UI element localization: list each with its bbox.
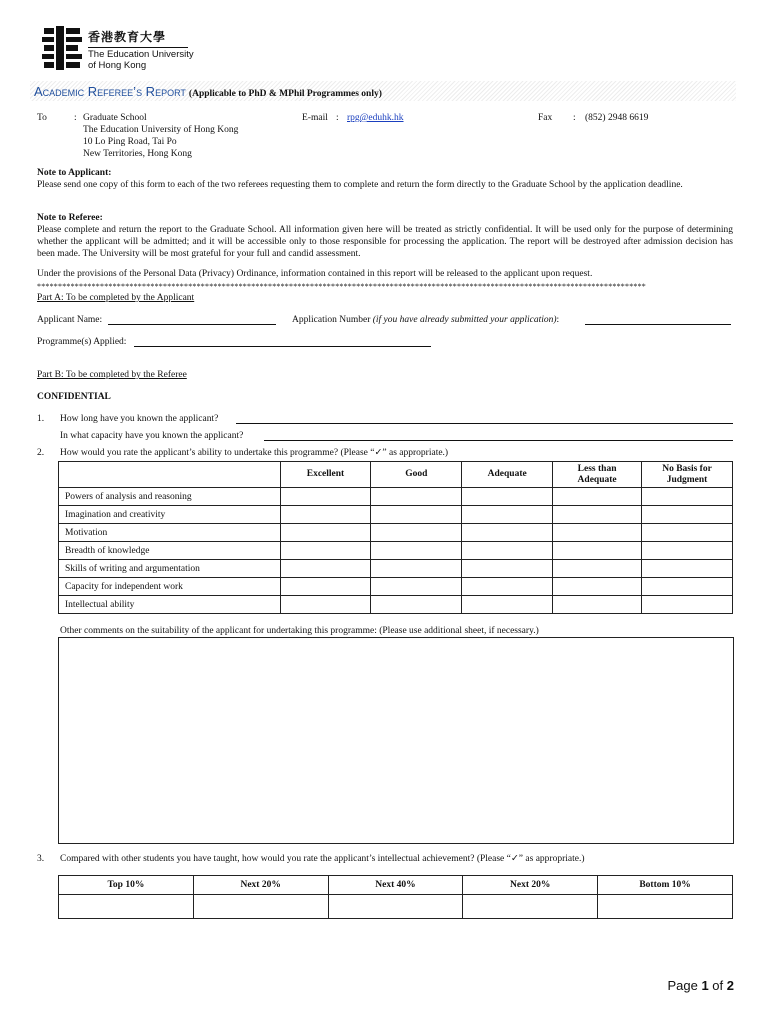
rating-checkbox-cell[interactable] bbox=[553, 524, 642, 542]
rating-checkbox-cell[interactable] bbox=[642, 524, 733, 542]
comments-label: Other comments on the suitability of the applicant for undertaking this programme: (Please use additional sheet, if necessary.) bbox=[60, 626, 539, 636]
to-label: To bbox=[37, 113, 47, 123]
rating-checkbox-cell[interactable] bbox=[642, 506, 733, 524]
part-a-heading: Part A: To be completed by the Applicant bbox=[37, 293, 195, 303]
fax-number: (852) 2948 6619 bbox=[585, 113, 649, 123]
rating-checkbox-cell[interactable] bbox=[280, 506, 371, 524]
to-address bbox=[83, 112, 238, 160]
q1-text: How long have you known the applicant? bbox=[60, 414, 219, 424]
applicant-name-label: Applicant Name: bbox=[37, 315, 103, 325]
address-line: The Education University of Hong Kong bbox=[83, 125, 239, 135]
address-line: New Territories, Hong Kong bbox=[83, 149, 192, 159]
rating-checkbox-cell[interactable] bbox=[371, 596, 462, 614]
rating-checkbox-cell[interactable] bbox=[280, 488, 371, 506]
percentile-header-next20b: Next 20% bbox=[463, 876, 598, 895]
percentile-checkbox-cell[interactable] bbox=[193, 895, 328, 919]
to-colon: : bbox=[74, 113, 77, 123]
comments-textbox[interactable] bbox=[58, 637, 734, 844]
rating-checkbox-cell[interactable] bbox=[553, 542, 642, 560]
page-number bbox=[667, 978, 734, 993]
rating-checkbox-cell[interactable] bbox=[553, 578, 642, 596]
q1b-text: In what capacity have you known the applicant? bbox=[60, 431, 244, 441]
rating-checkbox-cell[interactable] bbox=[280, 524, 371, 542]
application-number-label bbox=[292, 314, 559, 326]
note-applicant-text: Please send one copy of this form to each of the two referees requesting them to complete and return the form directly to the Graduate School by the application deadline. bbox=[37, 180, 683, 190]
rating-checkbox-cell[interactable] bbox=[462, 578, 553, 596]
rating-checkbox-cell[interactable] bbox=[462, 506, 553, 524]
percentile-header-bottom10: Bottom 10% bbox=[598, 876, 733, 895]
rating-checkbox-cell[interactable] bbox=[642, 596, 733, 614]
rating-row bbox=[59, 488, 733, 506]
application-number-colon: : bbox=[556, 315, 560, 325]
rating-row bbox=[59, 560, 733, 578]
rating-row-label: Motivation bbox=[59, 524, 281, 542]
logo-chinese-name: 香港教育大學 bbox=[88, 30, 167, 44]
rating-checkbox-cell[interactable] bbox=[553, 560, 642, 578]
programmes-applied-field[interactable] bbox=[134, 346, 431, 347]
rating-checkbox-cell[interactable] bbox=[371, 524, 462, 542]
percentile-table bbox=[58, 875, 733, 919]
rating-row bbox=[59, 578, 733, 596]
rating-checkbox-cell[interactable] bbox=[280, 560, 371, 578]
email-link[interactable]: rpg@eduhk.hk bbox=[347, 113, 404, 123]
rating-row bbox=[59, 596, 733, 614]
rating-checkbox-cell[interactable] bbox=[280, 578, 371, 596]
rating-row-label: Capacity for independent work bbox=[59, 578, 281, 596]
part-b-heading: Part B: To be completed by the Referee bbox=[37, 370, 187, 380]
percentile-header-next20: Next 20% bbox=[193, 876, 328, 895]
address-line: Graduate School bbox=[83, 113, 147, 123]
rating-header-no-basis: No Basis for Judgment bbox=[642, 462, 733, 488]
rating-row bbox=[59, 542, 733, 560]
address-line: 10 Lo Ping Road, Tai Po bbox=[83, 137, 177, 147]
q2-number: 2. bbox=[37, 448, 45, 458]
rating-header-less-than-adequate: Less than Adequate bbox=[553, 462, 642, 488]
q3-number: 3. bbox=[37, 854, 45, 864]
rating-checkbox-cell[interactable] bbox=[462, 488, 553, 506]
application-number-field[interactable] bbox=[585, 324, 731, 325]
confidential-label: CONFIDENTIAL bbox=[37, 392, 111, 402]
percentile-answer-row bbox=[59, 895, 733, 919]
rating-header-row bbox=[59, 462, 733, 488]
rating-checkbox-cell[interactable] bbox=[462, 524, 553, 542]
rating-row bbox=[59, 506, 733, 524]
rating-checkbox-cell[interactable] bbox=[553, 596, 642, 614]
rating-header-blank bbox=[59, 462, 281, 488]
fax-colon: : bbox=[573, 113, 576, 123]
percentile-checkbox-cell[interactable] bbox=[598, 895, 733, 919]
form-title bbox=[34, 84, 382, 100]
rating-checkbox-cell[interactable] bbox=[642, 578, 733, 596]
rating-checkbox-cell[interactable] bbox=[642, 542, 733, 560]
q2-text: How would you rate the applicant’s ability to undertake this programme? (Please “✓” as appropriate.) bbox=[60, 448, 449, 458]
percentile-header-next40: Next 40% bbox=[328, 876, 463, 895]
percentile-checkbox-cell[interactable] bbox=[328, 895, 463, 919]
eduhk-logo-text bbox=[88, 28, 194, 71]
rating-checkbox-cell[interactable] bbox=[280, 596, 371, 614]
rating-header-excellent: Excellent bbox=[280, 462, 371, 488]
rating-checkbox-cell[interactable] bbox=[553, 488, 642, 506]
rating-checkbox-cell[interactable] bbox=[371, 560, 462, 578]
page-label: Page bbox=[667, 978, 698, 993]
percentile-header-top10: Top 10% bbox=[59, 876, 194, 895]
rating-checkbox-cell[interactable] bbox=[371, 488, 462, 506]
rating-checkbox-cell[interactable] bbox=[371, 578, 462, 596]
rating-row-label: Skills of writing and argumentation bbox=[59, 560, 281, 578]
rating-checkbox-cell[interactable] bbox=[553, 506, 642, 524]
rating-row bbox=[59, 524, 733, 542]
rating-table bbox=[58, 461, 733, 614]
rating-header-adequate: Adequate bbox=[462, 462, 553, 488]
applicant-name-field[interactable] bbox=[108, 324, 276, 325]
fax-label: Fax bbox=[538, 113, 553, 123]
percentile-checkbox-cell[interactable] bbox=[463, 895, 598, 919]
rating-header-good: Good bbox=[371, 462, 462, 488]
rating-row-label: Breadth of knowledge bbox=[59, 542, 281, 560]
note-referee-heading: Note to Referee: bbox=[37, 213, 103, 223]
rating-checkbox-cell[interactable] bbox=[371, 542, 462, 560]
page-current: 1 bbox=[701, 978, 709, 993]
rating-checkbox-cell[interactable] bbox=[462, 560, 553, 578]
rating-row-label: Imagination and creativity bbox=[59, 506, 281, 524]
separator-stars: ************************************************************************************************************************************************* bbox=[37, 282, 646, 291]
rating-checkbox-cell[interactable] bbox=[462, 596, 553, 614]
page-total: 2 bbox=[726, 978, 734, 993]
rating-checkbox-cell[interactable] bbox=[642, 488, 733, 506]
email-colon: : bbox=[336, 113, 339, 123]
q1-answer-field[interactable] bbox=[236, 423, 733, 424]
percentile-header-row bbox=[59, 876, 733, 895]
rating-row-label: Intellectual ability bbox=[59, 596, 281, 614]
rating-checkbox-cell[interactable] bbox=[371, 506, 462, 524]
email-label: E-mail bbox=[302, 113, 328, 123]
application-number-note: (if you have already submitted your application) bbox=[372, 315, 557, 325]
rating-checkbox-cell[interactable] bbox=[280, 542, 371, 560]
form-title-main: Academic Referee’s Report bbox=[34, 84, 186, 99]
note-applicant-heading: Note to Applicant: bbox=[37, 168, 112, 178]
q1-number: 1. bbox=[37, 414, 45, 424]
note-referee-text: Please complete and return the report to the Graduate School. All information given here will be treated as strictly confidential. It will be used only for the purpose of determining whether the applicant will be admitted; and it will be accessible only to those responsible for processing the application. The report will be destroyed after admission decision has been made. The University will be most grateful for your full and candid assessment. bbox=[37, 225, 733, 259]
logo-rule bbox=[88, 47, 188, 48]
logo-english-line1: The Education University bbox=[88, 49, 194, 60]
logo-english-line2: of Hong Kong bbox=[88, 60, 147, 71]
eduhk-logo-mark bbox=[42, 26, 82, 70]
programmes-applied-label: Programme(s) Applied: bbox=[37, 337, 127, 347]
rating-checkbox-cell[interactable] bbox=[642, 560, 733, 578]
page-of: of bbox=[712, 978, 724, 993]
rating-row-label: Powers of analysis and reasoning bbox=[59, 488, 281, 506]
q3-text: Compared with other students you have taught, how would you rate the applicant’s intellectual achievement? (Please “✓” as appropriate.) bbox=[60, 854, 585, 864]
percentile-checkbox-cell[interactable] bbox=[59, 895, 194, 919]
rating-checkbox-cell[interactable] bbox=[462, 542, 553, 560]
q1b-answer-field[interactable] bbox=[264, 440, 733, 441]
privacy-notice: Under the provisions of the Personal Data (Privacy) Ordinance, information contained in this report will be released to the applicant upon request. bbox=[37, 269, 593, 279]
application-number-label-text: Application Number bbox=[292, 315, 371, 325]
form-title-sub: (Applicable to PhD & MPhil Programmes only) bbox=[188, 89, 382, 99]
